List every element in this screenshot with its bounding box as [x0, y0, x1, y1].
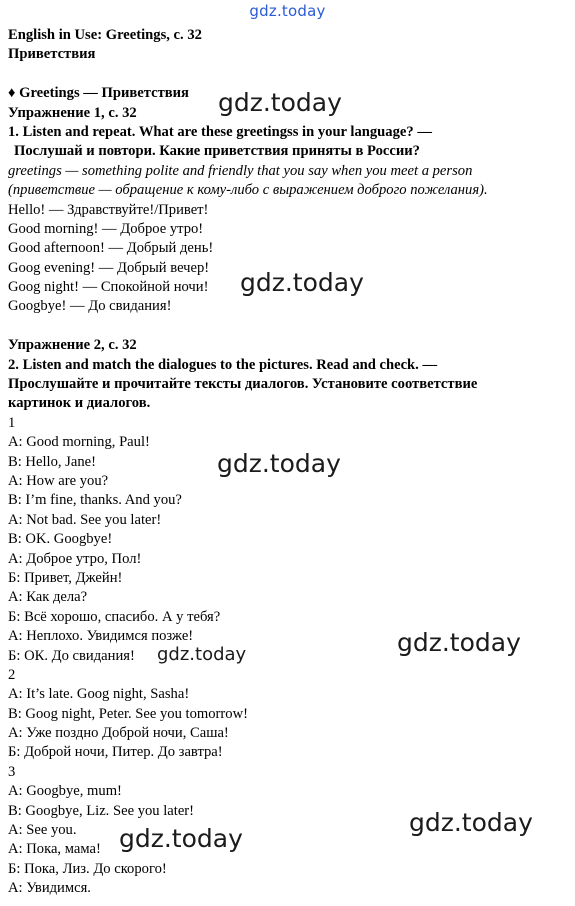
site-watermark: gdz.today — [240, 268, 364, 297]
dialogue-line: B: I’m fine, thanks. And you? — [8, 492, 182, 509]
spacer — [8, 317, 570, 336]
dialogue-line: A: It’s late. Goog night, Sasha! — [8, 686, 190, 703]
dialogue-line: Б: Привет, Джейн! — [8, 569, 123, 586]
site-watermark: gdz.today — [217, 449, 341, 478]
greeting-line: Hello! — Здравствуйте!/Привет! — [8, 201, 209, 218]
greeting-line: Good morning! — Доброе утро! — [8, 220, 204, 237]
dialogue-line: А: Увидимся. — [8, 880, 91, 897]
site-watermark: gdz.today — [218, 88, 342, 117]
dialogue-line: A: Googbye, mum! — [8, 783, 122, 800]
site-watermark: gdz.today — [119, 824, 243, 853]
definition-en: greetings — something polite and friendly that you say when you meet a person — [8, 162, 473, 179]
exercise-2-heading: Упражнение 2, с. 32 — [8, 337, 137, 354]
dialogue-2 — [8, 685, 570, 763]
dialogue-line: A: How are you? — [8, 472, 109, 489]
dialogue-line: B: Goog night, Peter. See you tomorrow! — [8, 705, 248, 722]
dialogue-line: А: Неплохо. Увидимся позже! — [8, 628, 194, 645]
dialogue-line: А: Пока, мама! — [8, 841, 101, 858]
section-heading: ♦ Greetings — Приветствия — [8, 85, 189, 102]
site-watermark-header: gdz.today — [249, 2, 326, 20]
dialogue-line: B: Googbye, Liz. See you later! — [8, 802, 195, 819]
dialogue-line: Б: Всё хорошо, спасибо. А у тебя? — [8, 608, 221, 625]
greeting-line: Good afternoon! — Добрый день! — [8, 240, 214, 257]
exercise-2-task-ru-cont: картинок и диалогов. — [8, 395, 151, 412]
dialogue-line: A: See you. — [8, 822, 77, 839]
greeting-line: Googbye! — До свидания! — [8, 298, 172, 315]
dialogue-line: A: Good morning, Paul! — [8, 434, 150, 451]
greeting-line: Goog night! — Спокойной ночи! — [8, 279, 209, 296]
site-watermark: gdz.today — [409, 808, 533, 837]
dialogue-number: 3 — [8, 763, 16, 780]
site-watermark: gdz.today — [397, 628, 521, 657]
dialogue-line: Б: Пока, Лиз. До скорого! — [8, 860, 167, 877]
spacer — [8, 65, 570, 84]
exercise-1-heading: Упражнение 1, с. 32 — [8, 104, 137, 121]
dialogue-number: 1 — [8, 414, 16, 431]
dialogue-line: A: Not bad. See you later! — [8, 511, 162, 528]
exercise-2-task-en: 2. Listen and match the dialogues to the pictures. Read and check. — — [8, 356, 438, 373]
exercise-2-task-ru: Прослушайте и прочитайте тексты диалогов. Установите соответствие — [8, 376, 478, 393]
definition-ru: (приветствие — обращение к кому-либо с выражением доброго пожелания). — [8, 182, 488, 199]
site-watermark: gdz.today — [157, 644, 247, 665]
dialogue-3 — [8, 782, 570, 898]
dialogue-line: B: OK. Googbye! — [8, 531, 113, 548]
dialogue-line: B: Hello, Jane! — [8, 453, 96, 470]
greeting-line: Goog evening! — Добрый вечер! — [8, 259, 210, 276]
dialogue-line: Б: ОК. До свидания! — [8, 647, 135, 664]
dialogue-line: А: Уже поздно Доброй ночи, Саша! — [8, 725, 229, 742]
dialogue-line: А: Доброе утро, Пол! — [8, 550, 142, 567]
dialogue-line: А: Как дела? — [8, 589, 88, 606]
exercise-1-task-ru: Послушай и повтори. Какие приветствия приняты в России? — [14, 143, 420, 160]
page-title: English in Use: Greetings, с. 32 — [8, 27, 202, 43]
dialogue-number: 2 — [8, 666, 16, 683]
greetings-list — [8, 201, 570, 317]
dialogue-line: Б: Доброй ночи, Питер. До завтра! — [8, 744, 223, 761]
exercise-1-task-en: 1. Listen and repeat. What are these greetingss in your language? — — [8, 123, 432, 140]
page-subtitle: Приветствия — [8, 46, 96, 63]
